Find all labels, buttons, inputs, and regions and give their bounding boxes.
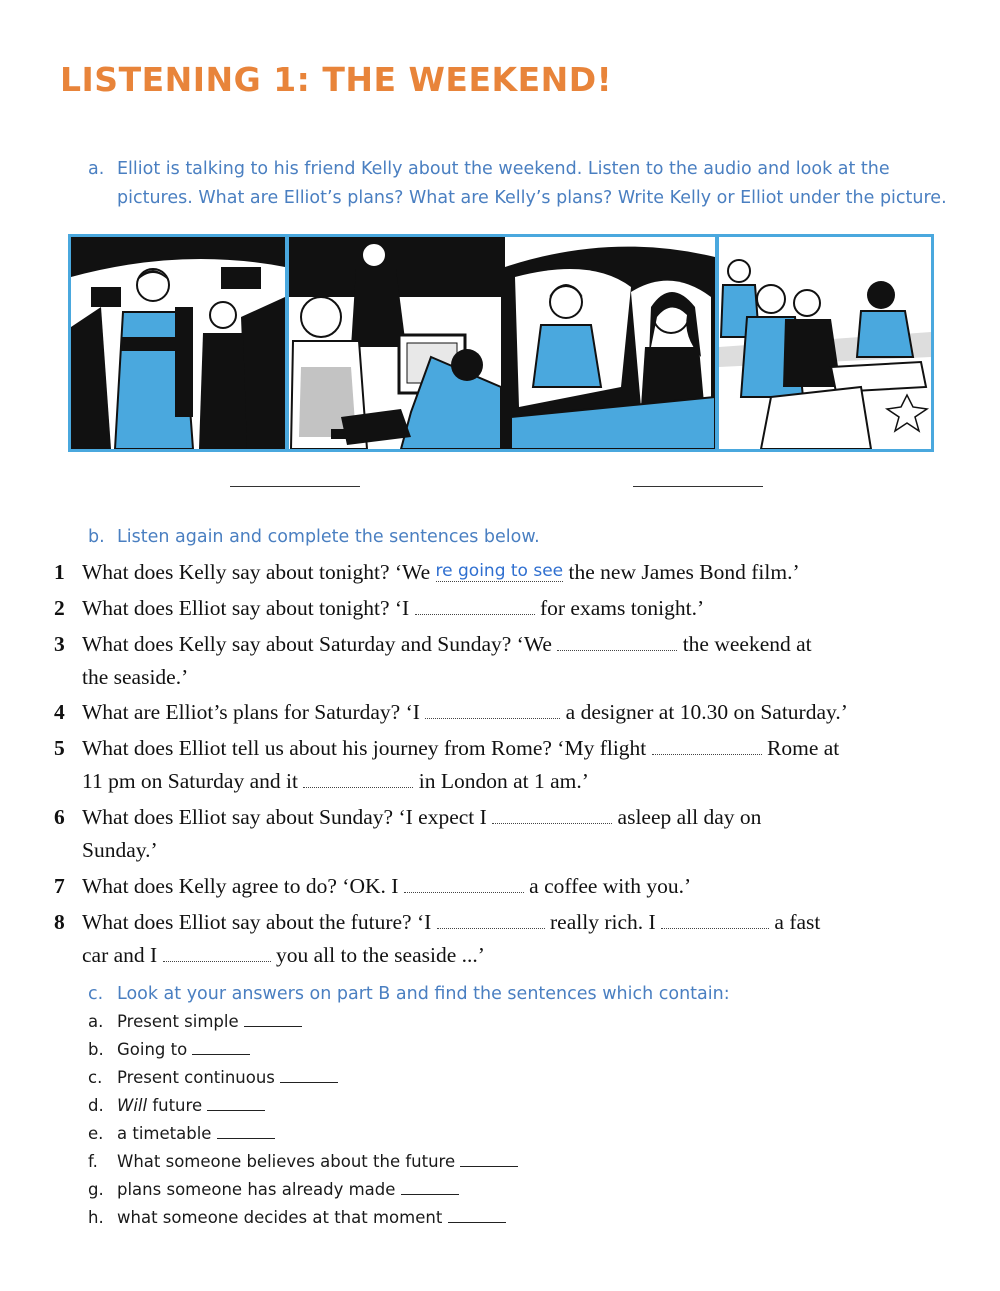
question-text: asleep all day on	[617, 805, 762, 829]
answer-blank[interactable]	[425, 700, 560, 719]
question-text: Sunday.’	[82, 838, 158, 862]
panel-office	[289, 237, 501, 449]
answer-blank[interactable]	[280, 1068, 338, 1083]
question-text: 11 pm on Saturday and it	[82, 769, 298, 793]
answer-line-right[interactable]	[633, 486, 763, 487]
question-number: 8	[54, 910, 65, 934]
question-number: 1	[54, 560, 65, 584]
answer-blank[interactable]	[557, 632, 677, 651]
answer-blank[interactable]	[404, 874, 524, 893]
answer-blank[interactable]	[661, 910, 769, 929]
list-item	[88, 1040, 250, 1059]
question-text: for exams tonight.’	[539, 596, 705, 620]
question-text: car and I	[82, 943, 158, 967]
question-number: 5	[54, 736, 65, 760]
question-number: 4	[54, 700, 65, 724]
part-b-instruction	[88, 523, 540, 552]
part-b-text: Listen again and complete the sentences below.	[117, 527, 540, 547]
question-text: Rome at	[767, 736, 840, 760]
question-number: 7	[54, 874, 65, 898]
answer-blank[interactable]	[460, 1152, 518, 1167]
item-text: Going to	[117, 1040, 188, 1059]
question-text: What does Elliot say about the future? ‘I	[82, 910, 432, 934]
list-item	[88, 1096, 265, 1115]
answer-blank[interactable]	[163, 943, 271, 962]
list-item	[88, 1180, 459, 1199]
part-a-label: a.	[88, 159, 105, 179]
item-text: Present continuous	[117, 1068, 275, 1087]
question-number: 6	[54, 805, 65, 829]
item-emphasis: Will	[117, 1096, 148, 1115]
item-text: Present simple	[117, 1012, 239, 1031]
answer-blank[interactable]	[207, 1096, 265, 1111]
question-text: the seaside.’	[82, 665, 189, 689]
part-a-line-2: pictures. What are Elliot’s plans? What are Kelly’s plans? Write Kelly or Elliot under the picture.	[117, 188, 947, 208]
item-letter: b.	[88, 1040, 104, 1059]
list-item	[88, 1068, 338, 1087]
item-text: what someone decides at that moment	[117, 1208, 443, 1227]
part-a-instruction	[88, 155, 947, 213]
question-text: What does Elliot tell us about his journey from Rome? ‘My flight	[82, 736, 647, 760]
question-text: What does Kelly agree to do? ‘OK. I	[82, 874, 399, 898]
answer-blank[interactable]	[217, 1124, 275, 1139]
question-text: the new James Bond film.’	[568, 560, 800, 584]
item-letter: a.	[88, 1012, 104, 1031]
answer-blank[interactable]	[652, 736, 762, 755]
part-c-instruction	[88, 980, 730, 1009]
page-title: LISTENING 1: THE WEEKEND!	[60, 60, 613, 99]
item-letter: d.	[88, 1096, 104, 1115]
question-number: 2	[54, 596, 65, 620]
question-text: What are Elliot’s plans for Saturday? ‘I	[82, 700, 420, 724]
list-item	[88, 1152, 518, 1171]
question-number: 3	[54, 632, 65, 656]
question-text: a designer at 10.30 on Saturday.’	[565, 700, 848, 724]
item-text: future	[147, 1096, 203, 1115]
question-text: a coffee with you.’	[529, 874, 692, 898]
item-letter: c.	[88, 1068, 103, 1087]
answer-blank[interactable]	[437, 910, 545, 929]
panel-beach	[719, 237, 931, 449]
list-item	[88, 1012, 302, 1031]
answer-line-left[interactable]	[230, 486, 360, 487]
panel-airplane	[71, 237, 285, 449]
question-text: What does Kelly say about Saturday and Sunday? ‘We	[82, 632, 552, 656]
item-letter: f.	[88, 1152, 98, 1171]
list-item	[88, 1208, 506, 1227]
answer-blank[interactable]	[492, 805, 612, 824]
comic-illustrations	[71, 237, 931, 449]
handwritten-answer[interactable]: re going to see	[435, 561, 564, 581]
part-b-label: b.	[88, 527, 105, 547]
item-text: a timetable	[117, 1124, 212, 1143]
panel-car	[505, 237, 715, 449]
item-letter: h.	[88, 1208, 104, 1227]
question-text: a fast	[774, 910, 821, 934]
question-text: What does Elliot say about Sunday? ‘I expect I	[82, 805, 487, 829]
item-text: plans someone has already made	[117, 1180, 396, 1199]
part-c-label: c.	[88, 984, 104, 1004]
answer-blank[interactable]	[244, 1012, 302, 1027]
illustration-strip	[68, 234, 934, 452]
answer-blank[interactable]	[192, 1040, 250, 1055]
question-text: What does Kelly say about tonight? ‘We	[82, 560, 431, 584]
question-text: What does Elliot say about tonight? ‘I	[82, 596, 410, 620]
part-c-text: Look at your answers on part B and find the sentences which contain:	[117, 984, 730, 1004]
answer-blank[interactable]	[303, 769, 413, 788]
question-text: in London at 1 am.’	[418, 769, 589, 793]
answer-blank[interactable]	[448, 1208, 506, 1223]
item-letter: e.	[88, 1124, 104, 1143]
question-text: you all to the seaside ...’	[275, 943, 485, 967]
item-letter: g.	[88, 1180, 104, 1199]
answer-blank[interactable]	[401, 1180, 459, 1195]
answer-blank[interactable]	[415, 596, 535, 615]
item-text: What someone believes about the future	[117, 1152, 456, 1171]
question-text: really rich. I	[550, 910, 656, 934]
list-item	[88, 1124, 275, 1143]
question-text: the weekend at	[682, 632, 812, 656]
part-a-line-1: Elliot is talking to his friend Kelly about the weekend. Listen to the audio and look at the	[117, 159, 890, 179]
